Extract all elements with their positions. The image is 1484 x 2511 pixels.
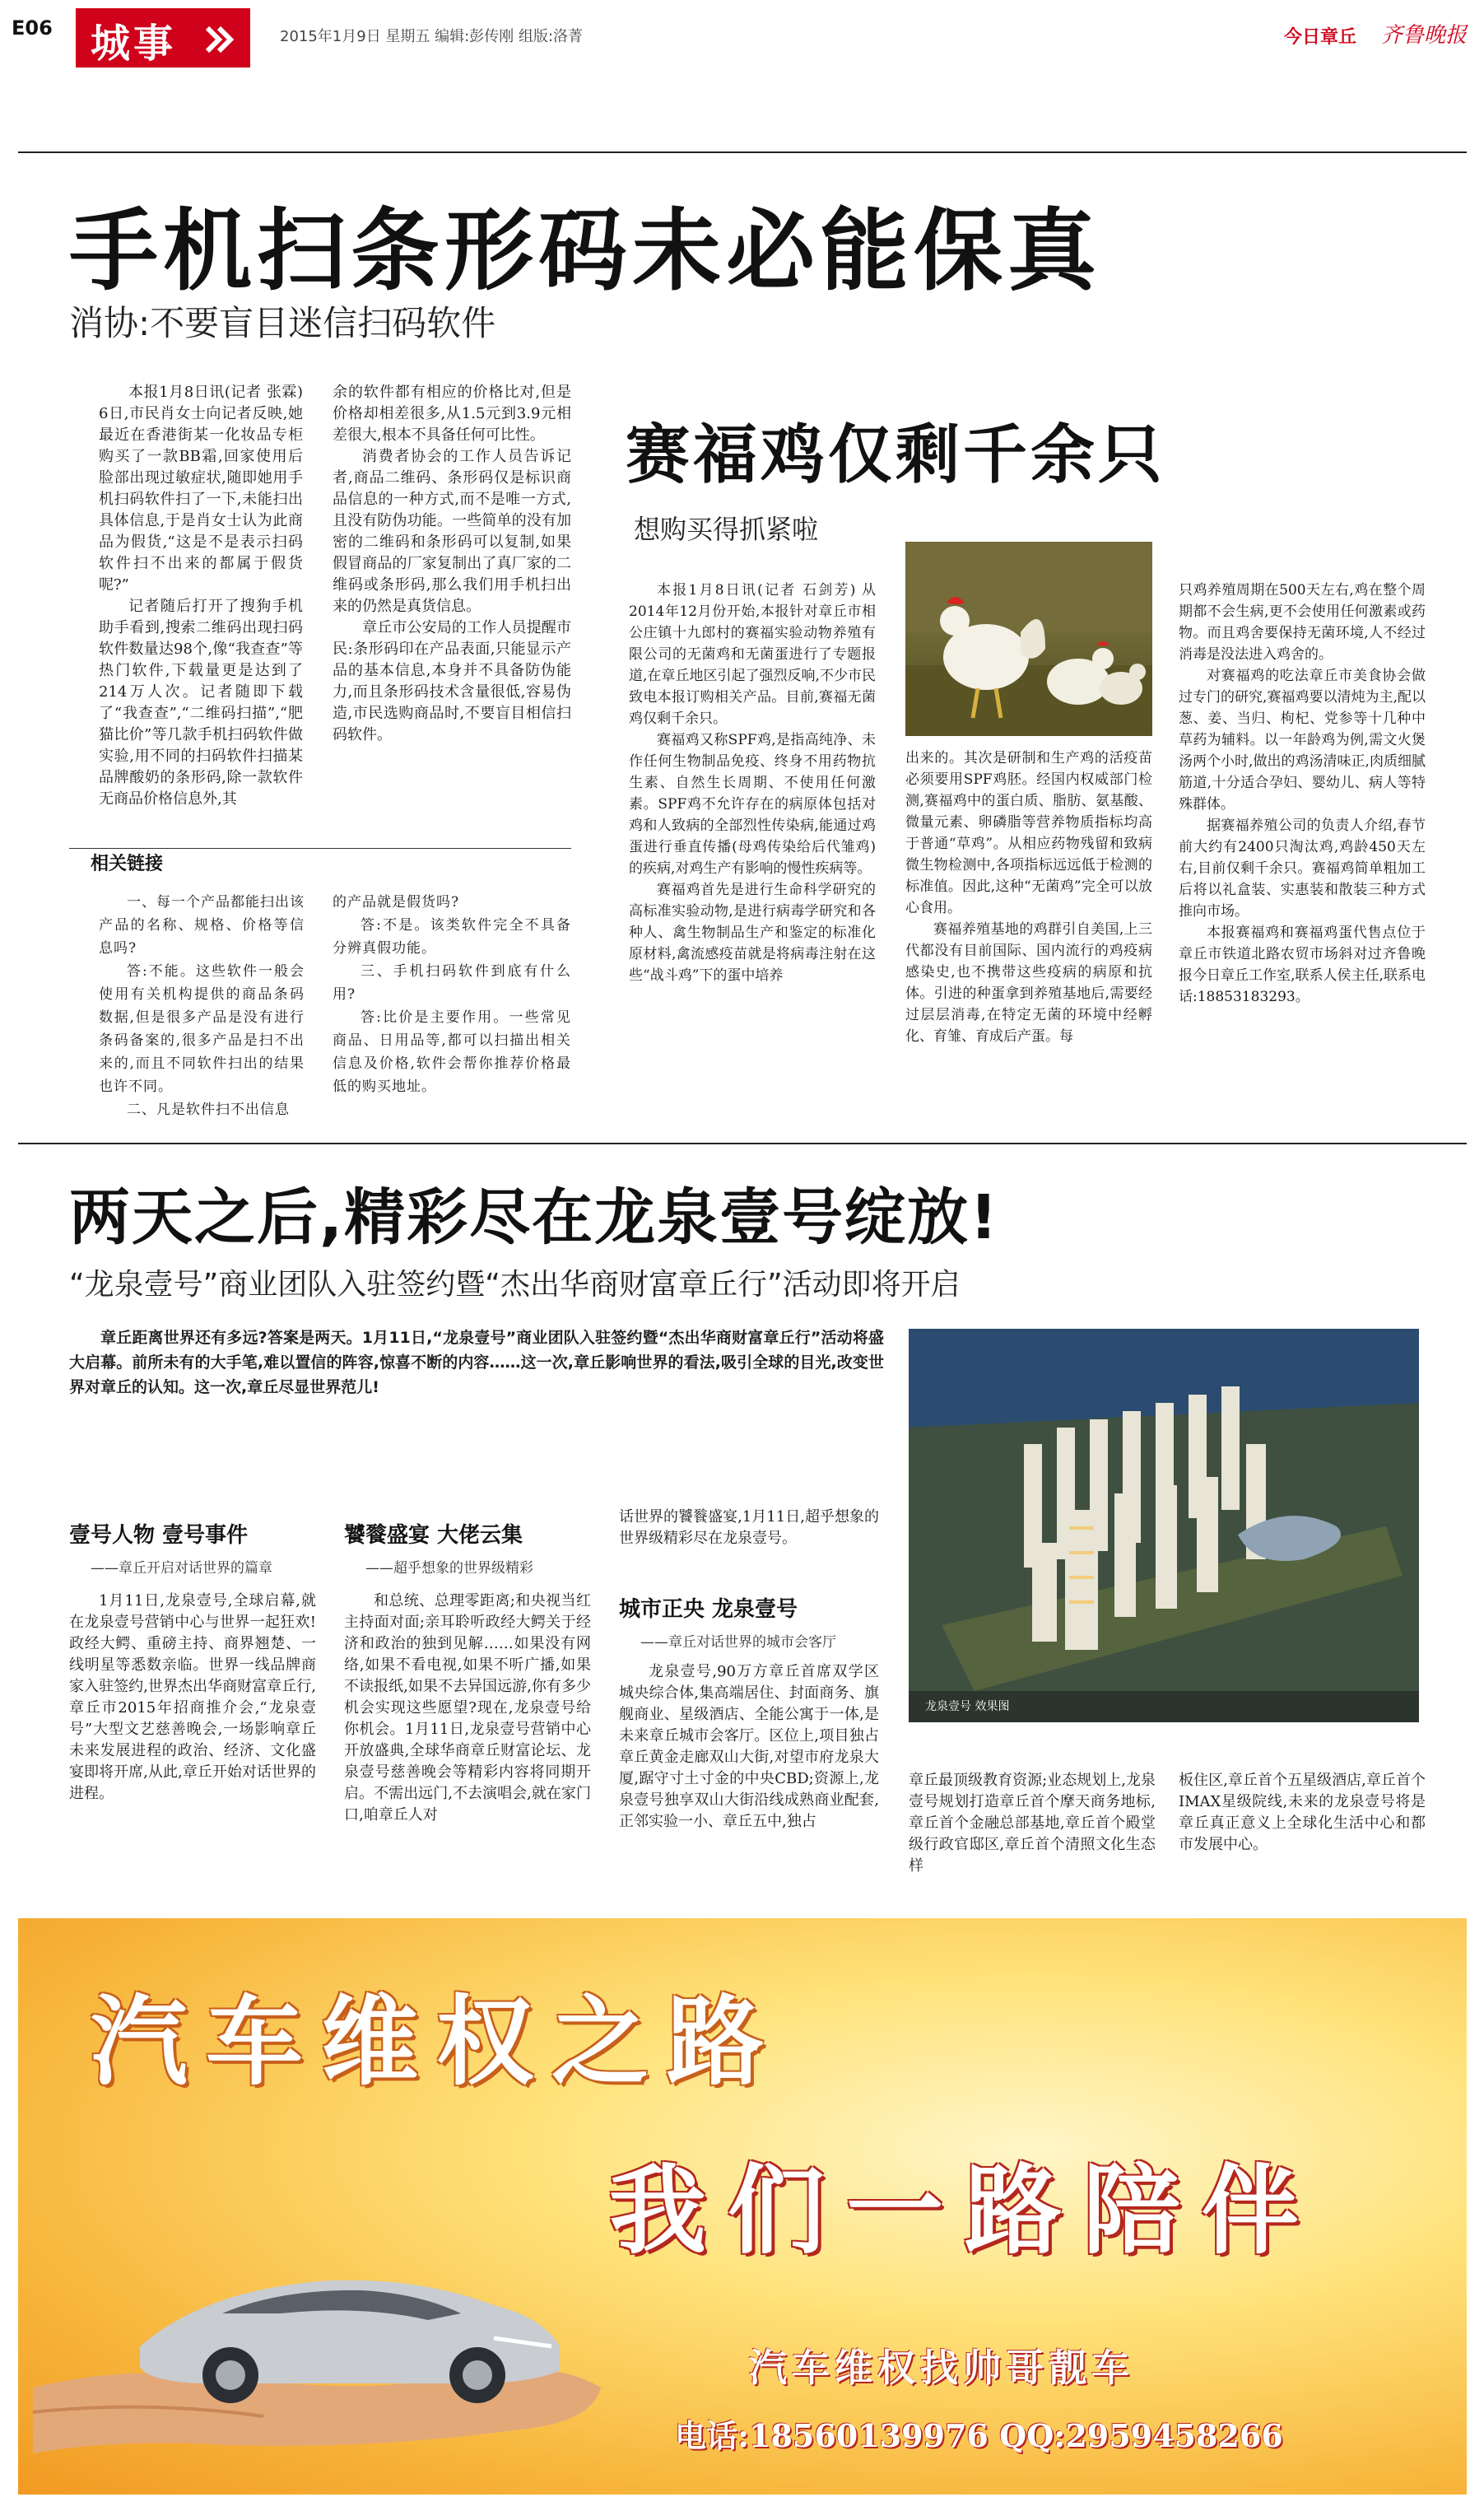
story3-section2-subtitle: ——超乎想象的世界级精彩 bbox=[365, 1560, 533, 1577]
section-rule bbox=[18, 1143, 1467, 1144]
chicken-photo bbox=[905, 542, 1152, 736]
ad-contact-info: 电话:18560139976 QQ:2959458266 bbox=[675, 2417, 1283, 2454]
story2-paragraph: 本报赛福鸡和赛福鸡蛋代售点位于章丘市铁道北路农贸市场斜对过齐鲁晚报今日章丘工作室,联系人侯主任,联系电话:18853183293。 bbox=[1179, 925, 1426, 1005]
story2-paragraph: 据赛福养殖公司的负责人介绍,春节前大约有2400只淘汰鸡,鸡龄450天左右,目前仅剩千余只。赛福鸡简单粗加工后将以礼盒装、实惠装和散装三种方式推向市场。 bbox=[1179, 818, 1426, 920]
story3-section3-lead bbox=[619, 1507, 879, 1549]
story2-paragraph: 赛福养殖基地的鸡群引自美国,上三代都没有目前国际、国内流行的鸡疫病感染史,也不携带这些疫病的病原和抗体。引进的种蛋拿到养殖基地后,需要经过层层消毒,在特定无菌的环境中经孵化、育雏、育成后产蛋。每 bbox=[905, 921, 1152, 1045]
photo-caption: 龙泉壹号 效果图 bbox=[925, 1700, 1010, 1713]
story3-section5-body bbox=[1179, 1770, 1426, 1856]
related-paragraph: 答:不是。该类软件完全不具备分辨真假功能。 bbox=[333, 917, 571, 957]
story3-lead-paragraph: 章丘距离世界还有多远?答案是两天。1月11日,“龙泉壹号”商业团队入驻签约暨“杰出华商财富章丘行”活动将盛大启幕。前所未有的大手笔,难以置信的阵容,惊喜不断的内容……这一次,章丘影响世界的看法,吸引全球的目光,改变世界对章丘的认知。这一次,章丘尽显世界范儿! bbox=[69, 1329, 884, 1396]
related-column-1 bbox=[99, 891, 305, 1121]
page-number: E06 bbox=[12, 16, 53, 40]
story1-paragraph: 章丘市公安局的工作人员提醒市民:条形码印在产品表面,只能显示产品的基本信息,本身并不具备防伪能力,而且条形码技术含量很低,容易伪造,市民选购商品时,不要盲目相信扫码软件。 bbox=[333, 619, 571, 743]
story3-paragraph: 1月11日,龙泉壹号,全球启幕,就在龙泉壹号营销中心与世界一起狂欢!政经大鳄、重磅主持、商界翘楚、一线明星等悉数亲临。世界一线品牌商家入驻签约,世界杰出华商财富章丘行,章丘市2015年招商推介会,“龙泉壹号”大型文艺慈善晚会,一场影响章丘未来发展进程的政治、经济、文化盛宴即将开席,从此,章丘开始对话世界的进程。 bbox=[69, 1592, 316, 1802]
story1-paragraph: 余的软件都有相应的价格比对,但是价格却相差很多,从1.5元到3.9元相差很大,根本不具备任何可比性。 bbox=[333, 384, 571, 444]
story3-section3-title: 城市正央 龙泉壹号 bbox=[619, 1597, 798, 1622]
story3-section3-subtitle: ——章丘对话世界的城市会客厅 bbox=[640, 1634, 836, 1651]
story3-section4-body bbox=[909, 1770, 1156, 1877]
story3-section1-title: 壹号人物 壹号事件 bbox=[69, 1523, 249, 1548]
story2-paragraph: 出来的。其次是研制和生产鸡的活疫苗必须要用SPF鸡胚。经国内权威部门检测,赛福鸡中的蛋白质、脂肪、氨基酸、微量元素、卵磷脂等营养物质指标均高于普通“草鸡”。从相应药物残留和致病微生物检测中,各项指标远远低于检测的标准值。因此,这种“无菌鸡”完全可以放心食用。 bbox=[905, 750, 1152, 916]
related-rule bbox=[69, 848, 571, 849]
story3-section2-body bbox=[344, 1591, 591, 1826]
story3-paragraph: 龙泉壹号,90万方章丘首席双学区城央综合体,集高端居住、封面商务、旗舰商业、星级酒店、全能公寓于一体,是未来章丘城市会客厅。区位上,项目独占章丘黄金走廊双山大街,对望市府龙泉大厦,踞守寸土寸金的中央CBD;资源上,龙泉壹号独享双山大街沿线成熟商业配套,正邻实验一小、章丘五中,独占 bbox=[619, 1663, 879, 1830]
story3-paragraph: 板住区,章丘首个五星级酒店,章丘首个IMAX星级院线,未来的龙泉壹号将是章丘真正意义上全球化生活中心和都市发展中心。 bbox=[1179, 1772, 1426, 1853]
story1-headline: 手机扫条形码未必能保真 bbox=[69, 200, 1102, 303]
ad-headline-2: 我们一路陪伴 bbox=[609, 2153, 1321, 2267]
story1-paragraph: 本报1月8日讯(记者 张霖) 6日,市民肖女士向记者反映,她最近在香港街某一化妆品专柜购买了一款BB霜,回家使用后脸部出现过敏症状,随即她用手机扫码软件扫了一下,未能扫出具体信息,于是肖女士认为此商品为假货,“这是不是表示扫码软件扫不出来的都属于假货呢?” bbox=[99, 384, 303, 594]
story2-headline: 赛福鸡仅剩千余只 bbox=[626, 418, 1166, 492]
story3-paragraph: 话世界的饕餮盛宴,1月11日,超乎想象的世界级精彩尽在龙泉壹号。 bbox=[619, 1508, 879, 1547]
story3-lead bbox=[69, 1325, 884, 1400]
story2-column-1 bbox=[629, 580, 876, 986]
story2-paragraph: 对赛福鸡的吃法章丘市美食协会做过专门的研究,赛福鸡要以清炖为主,配以葱、姜、当归、枸杞、党参等十几种中草药为辅料。以一年龄鸡为例,需文火煲汤两个小时,做出的鸡汤清味正,肉质细腻筋道,十分适合孕妇、婴幼儿、病人等特殊群体。 bbox=[1179, 668, 1426, 813]
newspaper-brand: 齐鲁晚报 bbox=[1381, 23, 1468, 48]
story2-paragraph: 赛福鸡首先是进行生命科学研究的高标准实验动物,是进行病毒学研究和各种人、禽生物制品生产和鉴定的标准化原材料,禽流感疫苗就是将病毒注射在这些“战斗鸡”下的蛋中培养 bbox=[629, 882, 876, 984]
related-paragraph: 答:不能。这些软件一般会使用有关机构提供的商品条码数据,但是很多产品是没有进行条码备案的,很多产品是扫不出来的,而且不同软件扫出的结果也许不同。 bbox=[99, 963, 305, 1095]
related-paragraph: 答:比价是主要作用。一些常见商品、日用品等,都可以扫描出相关信息及价格,软件会帮你推荐价格最低的购买地址。 bbox=[333, 1009, 571, 1095]
development-rendering-photo bbox=[909, 1329, 1419, 1722]
story3-headline: 两天之后,精彩尽在龙泉壹号绽放! bbox=[69, 1182, 999, 1253]
story3-paragraph: 章丘最顶级教育资源;业态规划上,龙泉壹号规划打造章丘首个摩天商务地标,章丘首个金融总部基地,章丘首个殿堂级行政官邸区,章丘首个清照文化生态样 bbox=[909, 1772, 1156, 1875]
related-paragraph: 的产品就是假货吗? bbox=[333, 894, 460, 911]
related-column-2 bbox=[333, 891, 571, 1098]
story3-section1-subtitle: ——章丘开启对话世界的篇章 bbox=[91, 1560, 272, 1577]
related-links-label: 相关链接 bbox=[91, 854, 164, 874]
story1-column-2 bbox=[333, 382, 571, 746]
story3-section3-body bbox=[619, 1661, 879, 1833]
related-paragraph: 三、手机扫码软件到底有什么用? bbox=[333, 963, 571, 1003]
ad-tagline: 汽车维权找帅哥靓车 bbox=[749, 2346, 1134, 2390]
story2-paragraph: 赛福鸡又称SPF鸡,是指高纯净、未作任何生物制品免疫、终身不用药物抗生素、自然生长周期、不使用任何激素。SPF鸡不允许存在的病原体包括对鸡和人致病的全部烈性传染病,能通过鸡蛋进行垂直传播(母鸡传染给后代雏鸡)的疾病,对鸡生产有影响的慢性疾病等。 bbox=[629, 732, 876, 877]
story2-subheadline: 想购买得抓紧啦 bbox=[634, 514, 819, 545]
story2-column-2 bbox=[905, 748, 1152, 1047]
story3-subheadline: “龙泉壹号”商业团队入驻签约暨“杰出华商财富章丘行”活动即将开启 bbox=[69, 1268, 961, 1302]
story1-paragraph: 记者随后打开了搜狗手机助手看到,搜索二维码出现扫码软件数量达98个,像“我查查”等热门软件,下载量更是达到了214万人次。记者随即下载了“我查查”,“二维码扫描”,“肥猫比价”等几款手机扫码软件做实验,用不同的扫码软件扫描某品牌酸奶的条形码,除一款软件无商品价格信息外,其 bbox=[99, 598, 303, 808]
story3-section1-body bbox=[69, 1591, 316, 1805]
issue-meta: 2015年1月9日 星期五 编辑:彭传刚 组版:洛菁 bbox=[280, 28, 584, 45]
hand-holding-car-icon bbox=[33, 2223, 609, 2486]
section-tag: 今日章丘 bbox=[1284, 27, 1357, 48]
section-title: 城事 bbox=[91, 21, 177, 67]
story1-paragraph: 消费者协会的工作人员告诉记者,商品二维码、条形码仅是标识商品信息的一种方式,而不是唯一方式,且没有防伪功能。一些简单的没有加密的二维码和条形码可以复制,如果假冒商品的厂家复制出了真厂家的二维码或条形码,那么我们用手机扫出来的仍然是真货信息。 bbox=[333, 448, 571, 615]
story2-column-3 bbox=[1179, 580, 1426, 1008]
related-paragraph: 一、每一个产品都能扫出该产品的名称、规格、价格等信息吗? bbox=[99, 894, 305, 957]
related-paragraph: 二、凡是软件扫不出信息 bbox=[127, 1102, 290, 1118]
ad-headline-1: 汽车维权之路 bbox=[91, 1984, 783, 2099]
story1-subheadline: 消协:不要盲目迷信扫码软件 bbox=[69, 303, 496, 343]
story3-section2-title: 饕餮盛宴 大佬云集 bbox=[344, 1523, 523, 1548]
story1-column-1 bbox=[99, 382, 303, 810]
story2-paragraph: 本报1月8日讯(记者 石剑芳) 从2014年12月份开始,本报针对章丘市相公庄镇十九郎村的赛福实验动物养殖有限公司的无菌鸡和无菌蛋进行了专题报道,在章丘地区引起了强烈反响,不少市民致电本报订购相关产品。目前,赛福无菌鸡仅剩千余只。 bbox=[629, 582, 876, 727]
story2-paragraph: 只鸡养殖周期在500天左右,鸡在整个周期都不会生病,更不会使用任何激素或药物。而且鸡舍要保持无菌环境,人不经过消毒是没法进入鸡舍的。 bbox=[1179, 582, 1426, 663]
header-rule bbox=[18, 151, 1467, 153]
double-chevron-right-icon bbox=[202, 21, 237, 56]
story3-paragraph: 和总统、总理零距离;和央视当红主持面对面;亲耳聆听政经大鳄关于经济和政治的独到见解……如果没有网络,如果不看电视,如果不听广播,如果不读报纸,如果不去异国远游,你有多少机会实现这些愿望?现在,龙泉壹号给你机会。1月11日,龙泉壹号营销中心开放盛典,全球华商章丘财富论坛、龙泉壹号慈善晚会等精彩内容将同期开启。不需出远门,不去演唱会,就在家门口,咱章丘人对 bbox=[344, 1592, 591, 1824]
